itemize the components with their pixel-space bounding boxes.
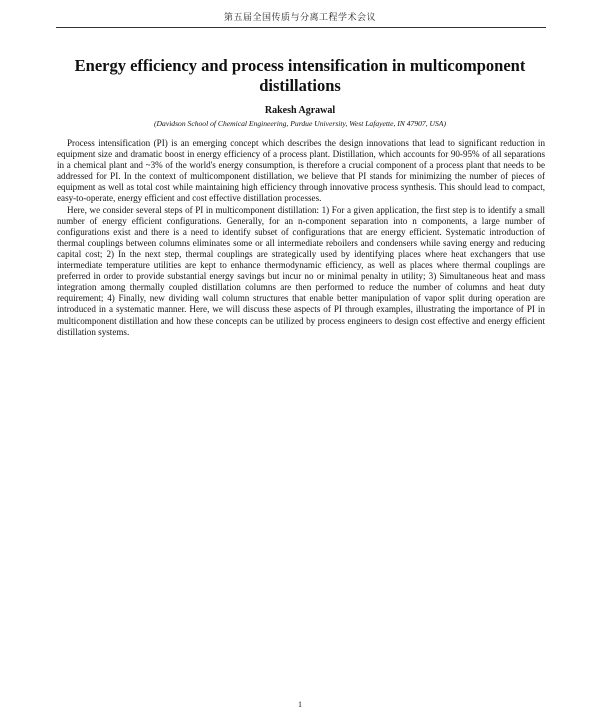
author-affiliation: (Davidson School of Chemical Engineering, Purdue University, West Lafayette, IN 47907, USA) (154, 119, 446, 128)
header-rule (56, 27, 546, 28)
abstract-body (57, 138, 545, 338)
abstract-paragraph: Process intensification (PI) is an emerging concept which describes the design innovations that lead to significant reduction in equipment size and dramatic boost in energy efficiency of a process plant. Distillation, which accounts for 90-95% of all separations in a chemical plant and ~3% of the world's energy consumption, is therefore a crucial component of a process plant that needs to be addressed for PI. In the context of multicomponent distillation, we believe that PI stands for minimizing the number of pieces of equipment as well as total cost while maintaining high efficiency through innovative process synthesis. This should lead to compact, easy-to-operate, energy efficient and cost effective distillation processes. (57, 138, 545, 204)
page-number: 1 (298, 700, 302, 709)
paper-title: Energy efficiency and process intensification in multicomponent distillations (74, 56, 526, 95)
running-header: 第五届全国传质与分离工程学术会议 (223, 13, 376, 23)
author-name: Rakesh Agrawal (264, 105, 336, 116)
abstract-paragraph: Here, we consider several steps of PI in multicomponent distillation: 1) For a given application, the first step is to identify a small number of energy efficient configurations. Generally, for an n-component separation into n components, a large number of configurations exist and there is a need to identify subset of configurations that are energy efficient. Systematic introduction of thermal couplings between columns eliminates some or all intermediate reboilers and condensers while saving energy and reducing capital cost; 2) In the next step, thermal couplings are strategically used by identifying places where heat exchangers that use intermediate temperature utilities are kept to enhance thermodynamic efficiency, as well as places where thermal couplings are preferred in order to provide substantial energy savings but incur no or minimal penalty in utility; 3) Simultaneous heat and mass integration among thermally coupled distillation columns are then performed to reduce the number of columns and heat duty requirement; 4) Finally, new dividing wall column structures that enable better manipulation of vapor split during operation are introduced in a systematic manner. Here, we will discuss these aspects of PI through examples, illustrating the importance of PI in multicomponent distillation and how these concepts can be utilized by process engineers to design cost effective and energy efficient distillation systems. (57, 204, 545, 337)
